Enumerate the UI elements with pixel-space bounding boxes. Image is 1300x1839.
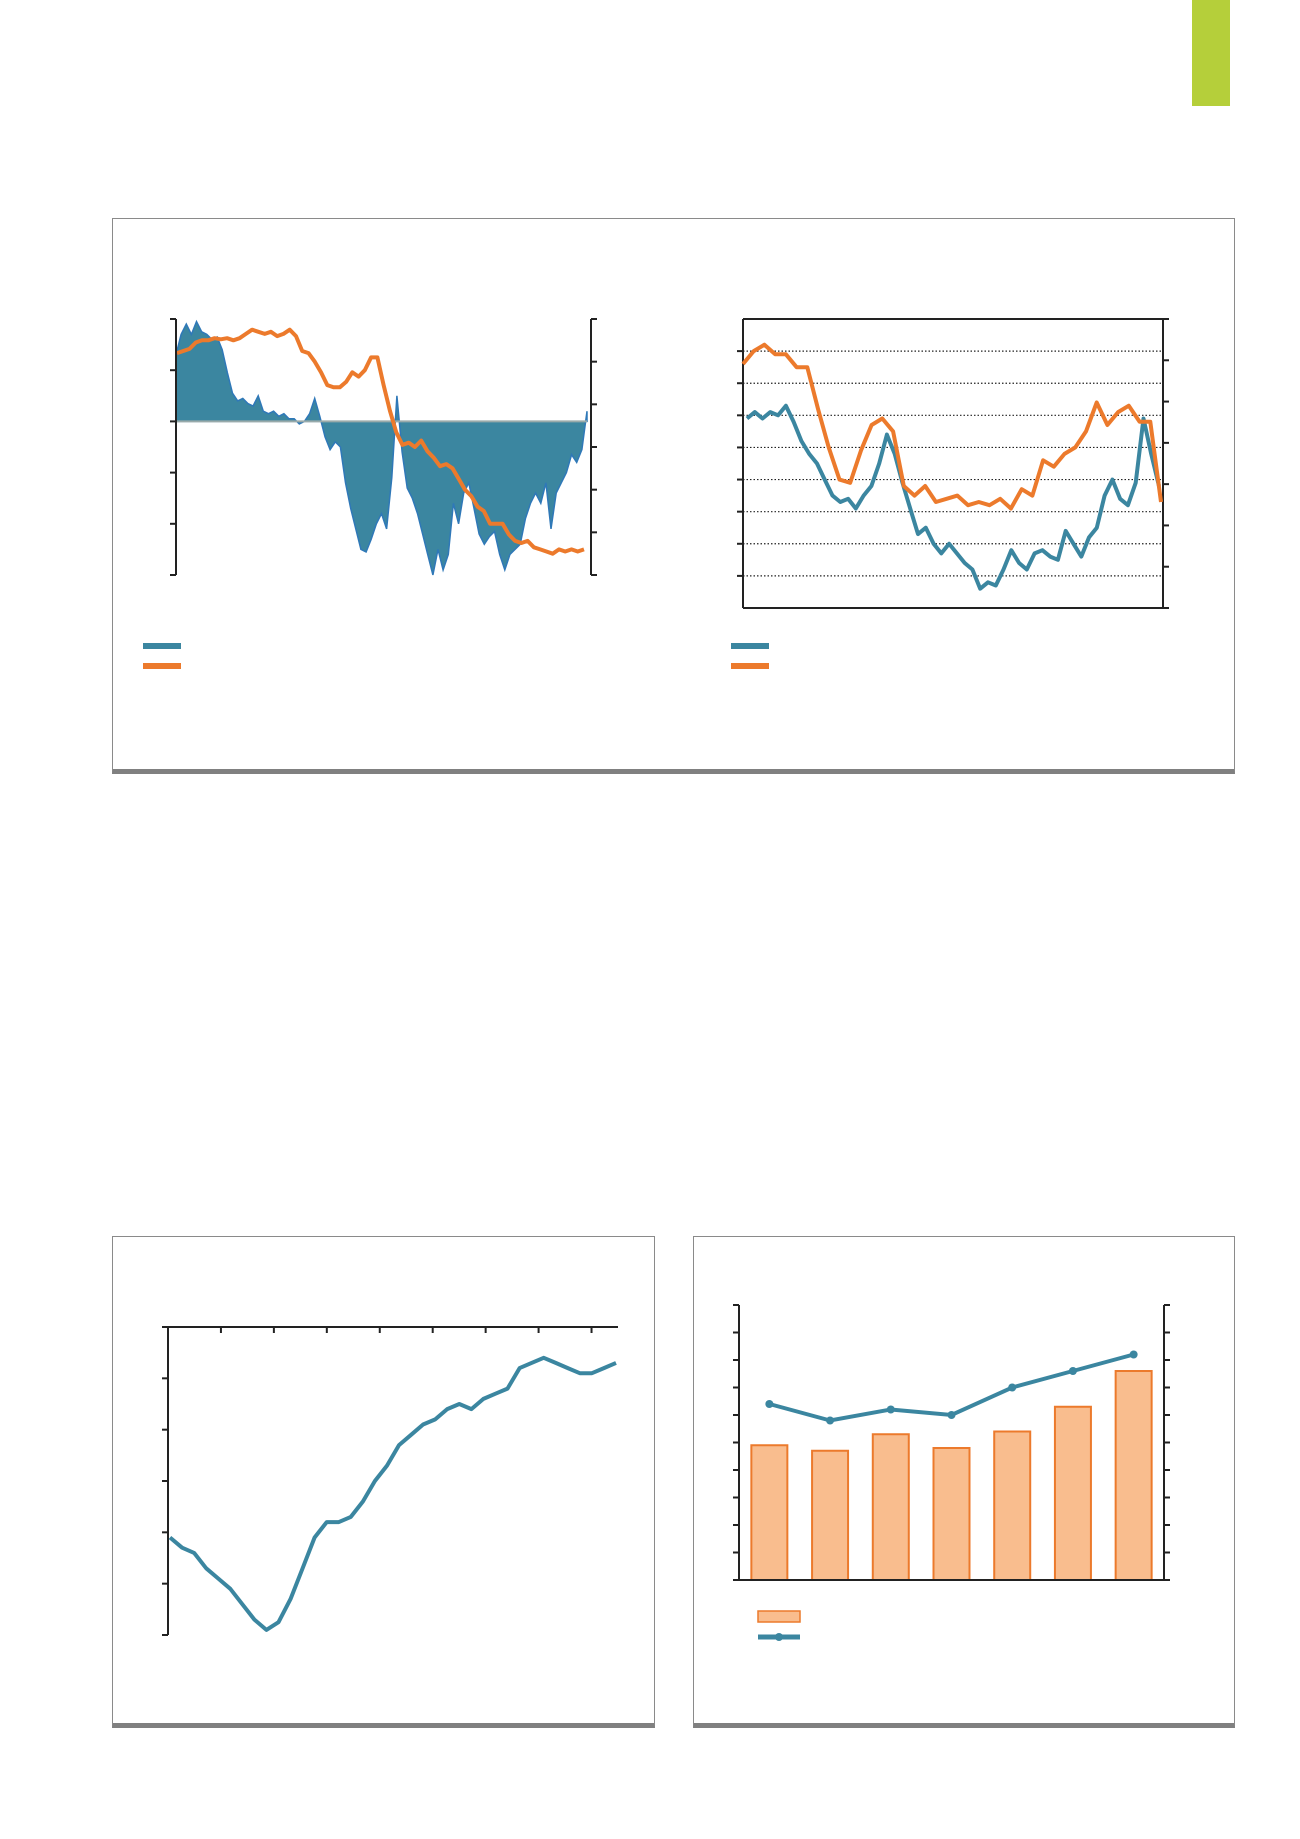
bottom-left-chart-svg — [113, 1237, 654, 1722]
br-chart-line-point — [948, 1411, 956, 1419]
br-chart-line-point — [1069, 1367, 1077, 1375]
right-chart-orange-line — [743, 345, 1161, 509]
br-chart-bar — [812, 1451, 848, 1580]
bottom-left-chart-panel — [112, 1236, 655, 1728]
section-tab-marker — [1192, 0, 1230, 106]
br-chart-bar — [1055, 1407, 1091, 1580]
br-chart-bar — [873, 1434, 909, 1580]
br-chart-bar — [751, 1445, 787, 1580]
br-chart-bar — [994, 1432, 1030, 1581]
bottom-right-chart-panel — [693, 1236, 1235, 1728]
br-chart-line-point — [826, 1417, 834, 1425]
top-charts-svg — [113, 219, 1234, 768]
br-chart-legend-key-bar — [758, 1611, 800, 1622]
br-chart-line-point — [887, 1406, 895, 1414]
bl-chart-teal-line — [170, 1358, 616, 1630]
br-chart-bar — [934, 1448, 970, 1580]
br-chart-line-point — [1130, 1351, 1138, 1359]
br-chart-line-point — [765, 1400, 773, 1408]
br-chart-line-point — [1008, 1384, 1016, 1392]
top-chart-panel — [112, 218, 1235, 774]
left-chart-area-series — [176, 322, 587, 575]
br-chart-legend-key-point — [775, 1633, 783, 1641]
bottom-right-chart-svg — [694, 1237, 1234, 1722]
br-chart-bar — [1116, 1371, 1152, 1580]
